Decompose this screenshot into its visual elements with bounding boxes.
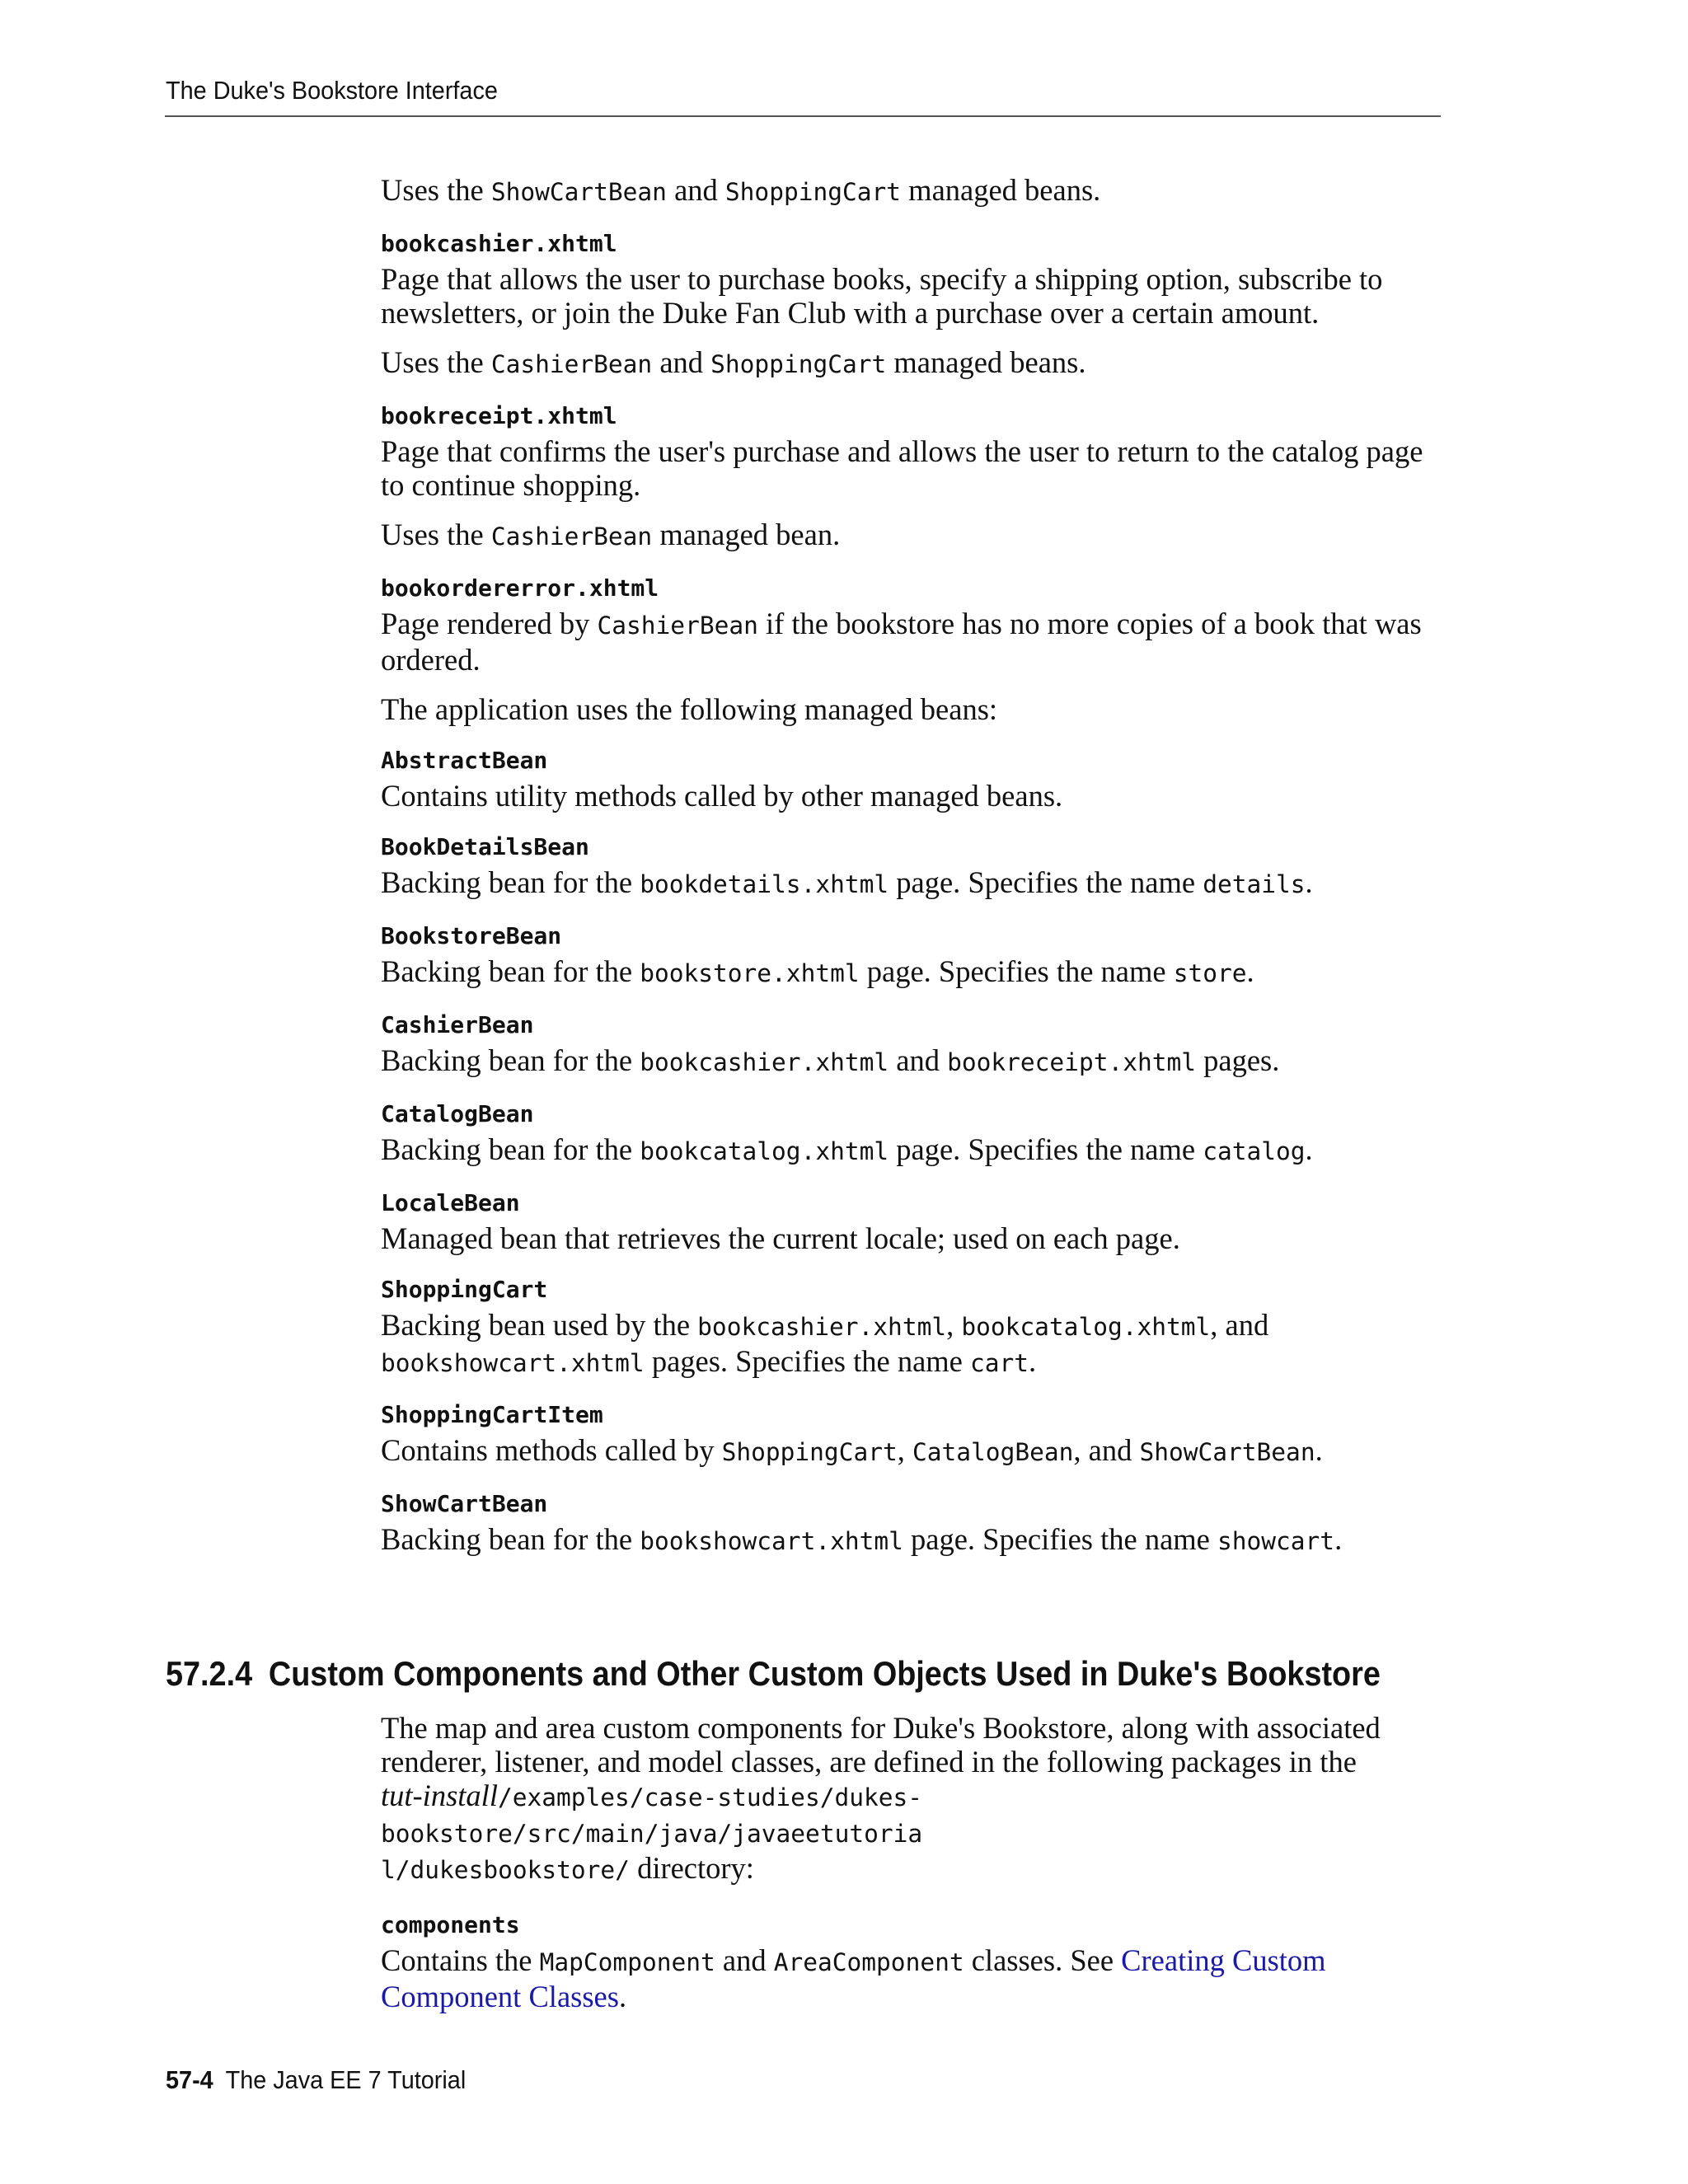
components-term: components <box>381 1911 520 1938</box>
code-run: bookcashier.xhtml <box>697 1313 947 1341</box>
bean-term-shoppingcart: ShoppingCart <box>381 1276 548 1303</box>
page-uses-bookcashier <box>381 345 1452 382</box>
text-run: Backing bean for the <box>381 1132 640 1166</box>
text-run: Backing bean for the <box>381 1043 640 1077</box>
code-run: bookcatalog.xhtml <box>640 1137 889 1165</box>
text-run: Managed bean that retrieves the current locale; used on each page. <box>381 1221 1180 1255</box>
page-term-bookcashier: bookcashier.xhtml <box>381 230 617 257</box>
text-run: Backing bean for the <box>381 1522 640 1556</box>
main-body <box>381 173 1452 1558</box>
text-run: pages. Specifies the name <box>644 1344 970 1378</box>
text-run: managed bean. <box>652 518 841 551</box>
text-run: . <box>1246 954 1254 988</box>
text-run: Uses the <box>381 173 491 207</box>
code-run: bookreceipt.xhtml <box>947 1048 1197 1076</box>
page-term-bookreceipt: bookreceipt.xhtml <box>381 402 617 429</box>
text-run: , and <box>1073 1433 1140 1467</box>
text-run: classes. See <box>964 1943 1122 1977</box>
bean-def-shoppingcartitem <box>381 1433 1452 1469</box>
text-run: . <box>1334 1522 1343 1556</box>
section-title: Custom Components and Other Custom Objects Used in Duke's Bookstore <box>268 1654 1381 1693</box>
text-run: . <box>1029 1344 1037 1378</box>
text-run: . <box>1305 865 1313 899</box>
bean-def-bookstorebean <box>381 954 1452 991</box>
text-run: if the bookstore has no more copies of a book that was ordered. <box>381 607 1422 677</box>
path-code-1: /examples/case-studies/dukes-bookstore/src/main/java/javaeetutoria <box>381 1783 923 1848</box>
page-def-bookordererror <box>381 607 1452 677</box>
text-run: . <box>618 1980 627 2013</box>
code-run: ShoppingCart <box>710 350 887 378</box>
text-run: page. Specifies the name <box>903 1522 1217 1556</box>
path-italic: tut-install <box>381 1779 498 1812</box>
page-uses-bookreceipt <box>381 518 1452 554</box>
bean-def-abstractbean <box>381 779 1452 813</box>
path-tail: directory: <box>629 1851 754 1885</box>
code-run: bookdetails.xhtml <box>640 870 889 898</box>
bean-term-abstractbean: AbstractBean <box>381 747 548 774</box>
code-run: ShoppingCart <box>721 1438 898 1466</box>
code-run: CashierBean <box>490 523 653 551</box>
code-run: bookshowcart.xhtml <box>640 1527 903 1555</box>
code-run: bookcashier.xhtml <box>640 1048 889 1076</box>
code-run: ShowCartBean <box>1139 1438 1315 1466</box>
section-number: 57.2.4 <box>166 1654 253 1693</box>
text-run: managed beans. <box>886 345 1086 379</box>
text-run: Backing bean used by the <box>381 1308 698 1342</box>
code-run: AreaComponent <box>773 1948 964 1976</box>
bean-def-cashierbean <box>381 1043 1452 1080</box>
code-run: store <box>1173 959 1247 987</box>
text-run: Contains the <box>381 1943 540 1977</box>
code-run: cart <box>969 1349 1029 1377</box>
code-run: CashierBean <box>490 350 653 378</box>
bean-def-bookdetailsbean <box>381 865 1452 902</box>
code-run: bookcatalog.xhtml <box>961 1313 1211 1341</box>
bean-def-shoppingcart <box>381 1308 1452 1380</box>
section-body <box>381 1711 1452 2013</box>
text-run: Page rendered by <box>381 607 598 640</box>
path-code-2: l/dukesbookstore/ <box>381 1856 630 1884</box>
text-run: . <box>1315 1433 1323 1467</box>
text-run: Backing bean for the <box>381 954 640 988</box>
page-def-bookreceipt: Page that confirms the user's purchase and allows the user to return to the catalog page to continue shopping. <box>381 434 1423 502</box>
code-run: ShowCartBean <box>490 178 667 206</box>
code-run: details <box>1203 870 1306 898</box>
bean-term-localebean: LocaleBean <box>381 1189 520 1216</box>
bean-term-shoppingcartitem: ShoppingCartItem <box>381 1401 603 1428</box>
text-run: and <box>715 1943 774 1977</box>
code-run: CatalogBean <box>912 1438 1074 1466</box>
text-run: page. Specifies the name <box>889 1132 1203 1166</box>
bean-term-bookstorebean: BookstoreBean <box>381 922 562 949</box>
bean-term-cashierbean: CashierBean <box>381 1011 534 1038</box>
text-run: Contains utility methods called by other managed beans. <box>381 779 1063 813</box>
bean-def-showcartbean <box>381 1522 1452 1558</box>
code-run: bookstore.xhtml <box>640 959 860 987</box>
components-def <box>381 1943 1452 2013</box>
text-run: and <box>889 1043 948 1077</box>
bean-term-showcartbean: ShowCartBean <box>381 1490 548 1517</box>
code-run: catalog <box>1203 1137 1306 1165</box>
text-run: managed beans. <box>901 173 1101 207</box>
section-intro-text: The map and area custom components for Duke's Bookstore, along with associated renderer, listener, and model classes, are defined in the following packages in the <box>381 1711 1381 1779</box>
bean-def-catalogbean <box>381 1132 1452 1169</box>
text-run: Backing bean for the <box>381 865 640 899</box>
section-heading <box>166 1654 1381 1694</box>
text-run: and <box>666 173 725 207</box>
code-run: CashierBean <box>597 612 758 640</box>
bean-term-bookdetailsbean: BookDetailsBean <box>381 833 589 860</box>
text-run: Uses the <box>381 345 491 379</box>
code-run: bookshowcart.xhtml <box>381 1349 645 1377</box>
code-run: showcart <box>1217 1527 1335 1555</box>
beans-intro: The application uses the following managed beans: <box>381 692 998 726</box>
text-run: , <box>897 1433 912 1467</box>
page-def-bookcashier: Page that allows the user to purchase books, specify a shipping option, subscribe to newsletters, or join the Duke Fan Club with a purchase over a certain amount. <box>381 262 1383 330</box>
text-run: , and <box>1210 1308 1269 1342</box>
page-term-bookordererror: bookordererror.xhtml <box>381 574 659 602</box>
text-run: Contains methods called by <box>381 1433 722 1467</box>
bean-def-localebean <box>381 1221 1452 1255</box>
text-run: page. Specifies the name <box>889 865 1203 899</box>
text-run: pages. <box>1196 1043 1280 1077</box>
running-header-title: The Duke's Bookstore Interface <box>166 76 498 105</box>
text-run: page. Specifies the name <box>859 954 1174 988</box>
section-intro <box>381 1711 1452 1887</box>
header-rule <box>165 115 1441 117</box>
text-run: . <box>1305 1132 1313 1166</box>
book-title: The Java EE 7 Tutorial <box>225 2065 467 2094</box>
intro-uses <box>381 173 1452 209</box>
text-run: and <box>652 345 711 379</box>
code-run: MapComponent <box>539 1948 715 1976</box>
text-run: , <box>946 1308 962 1342</box>
page-footer <box>166 2065 466 2095</box>
creating-custom-component-classes-link[interactable]: Creating Custom Component Classes <box>381 1943 1326 2013</box>
text-run: Uses the <box>381 518 491 551</box>
page-number: 57-4 <box>166 2065 213 2094</box>
code-run: ShoppingCart <box>724 178 902 206</box>
bean-term-catalogbean: CatalogBean <box>381 1100 534 1127</box>
